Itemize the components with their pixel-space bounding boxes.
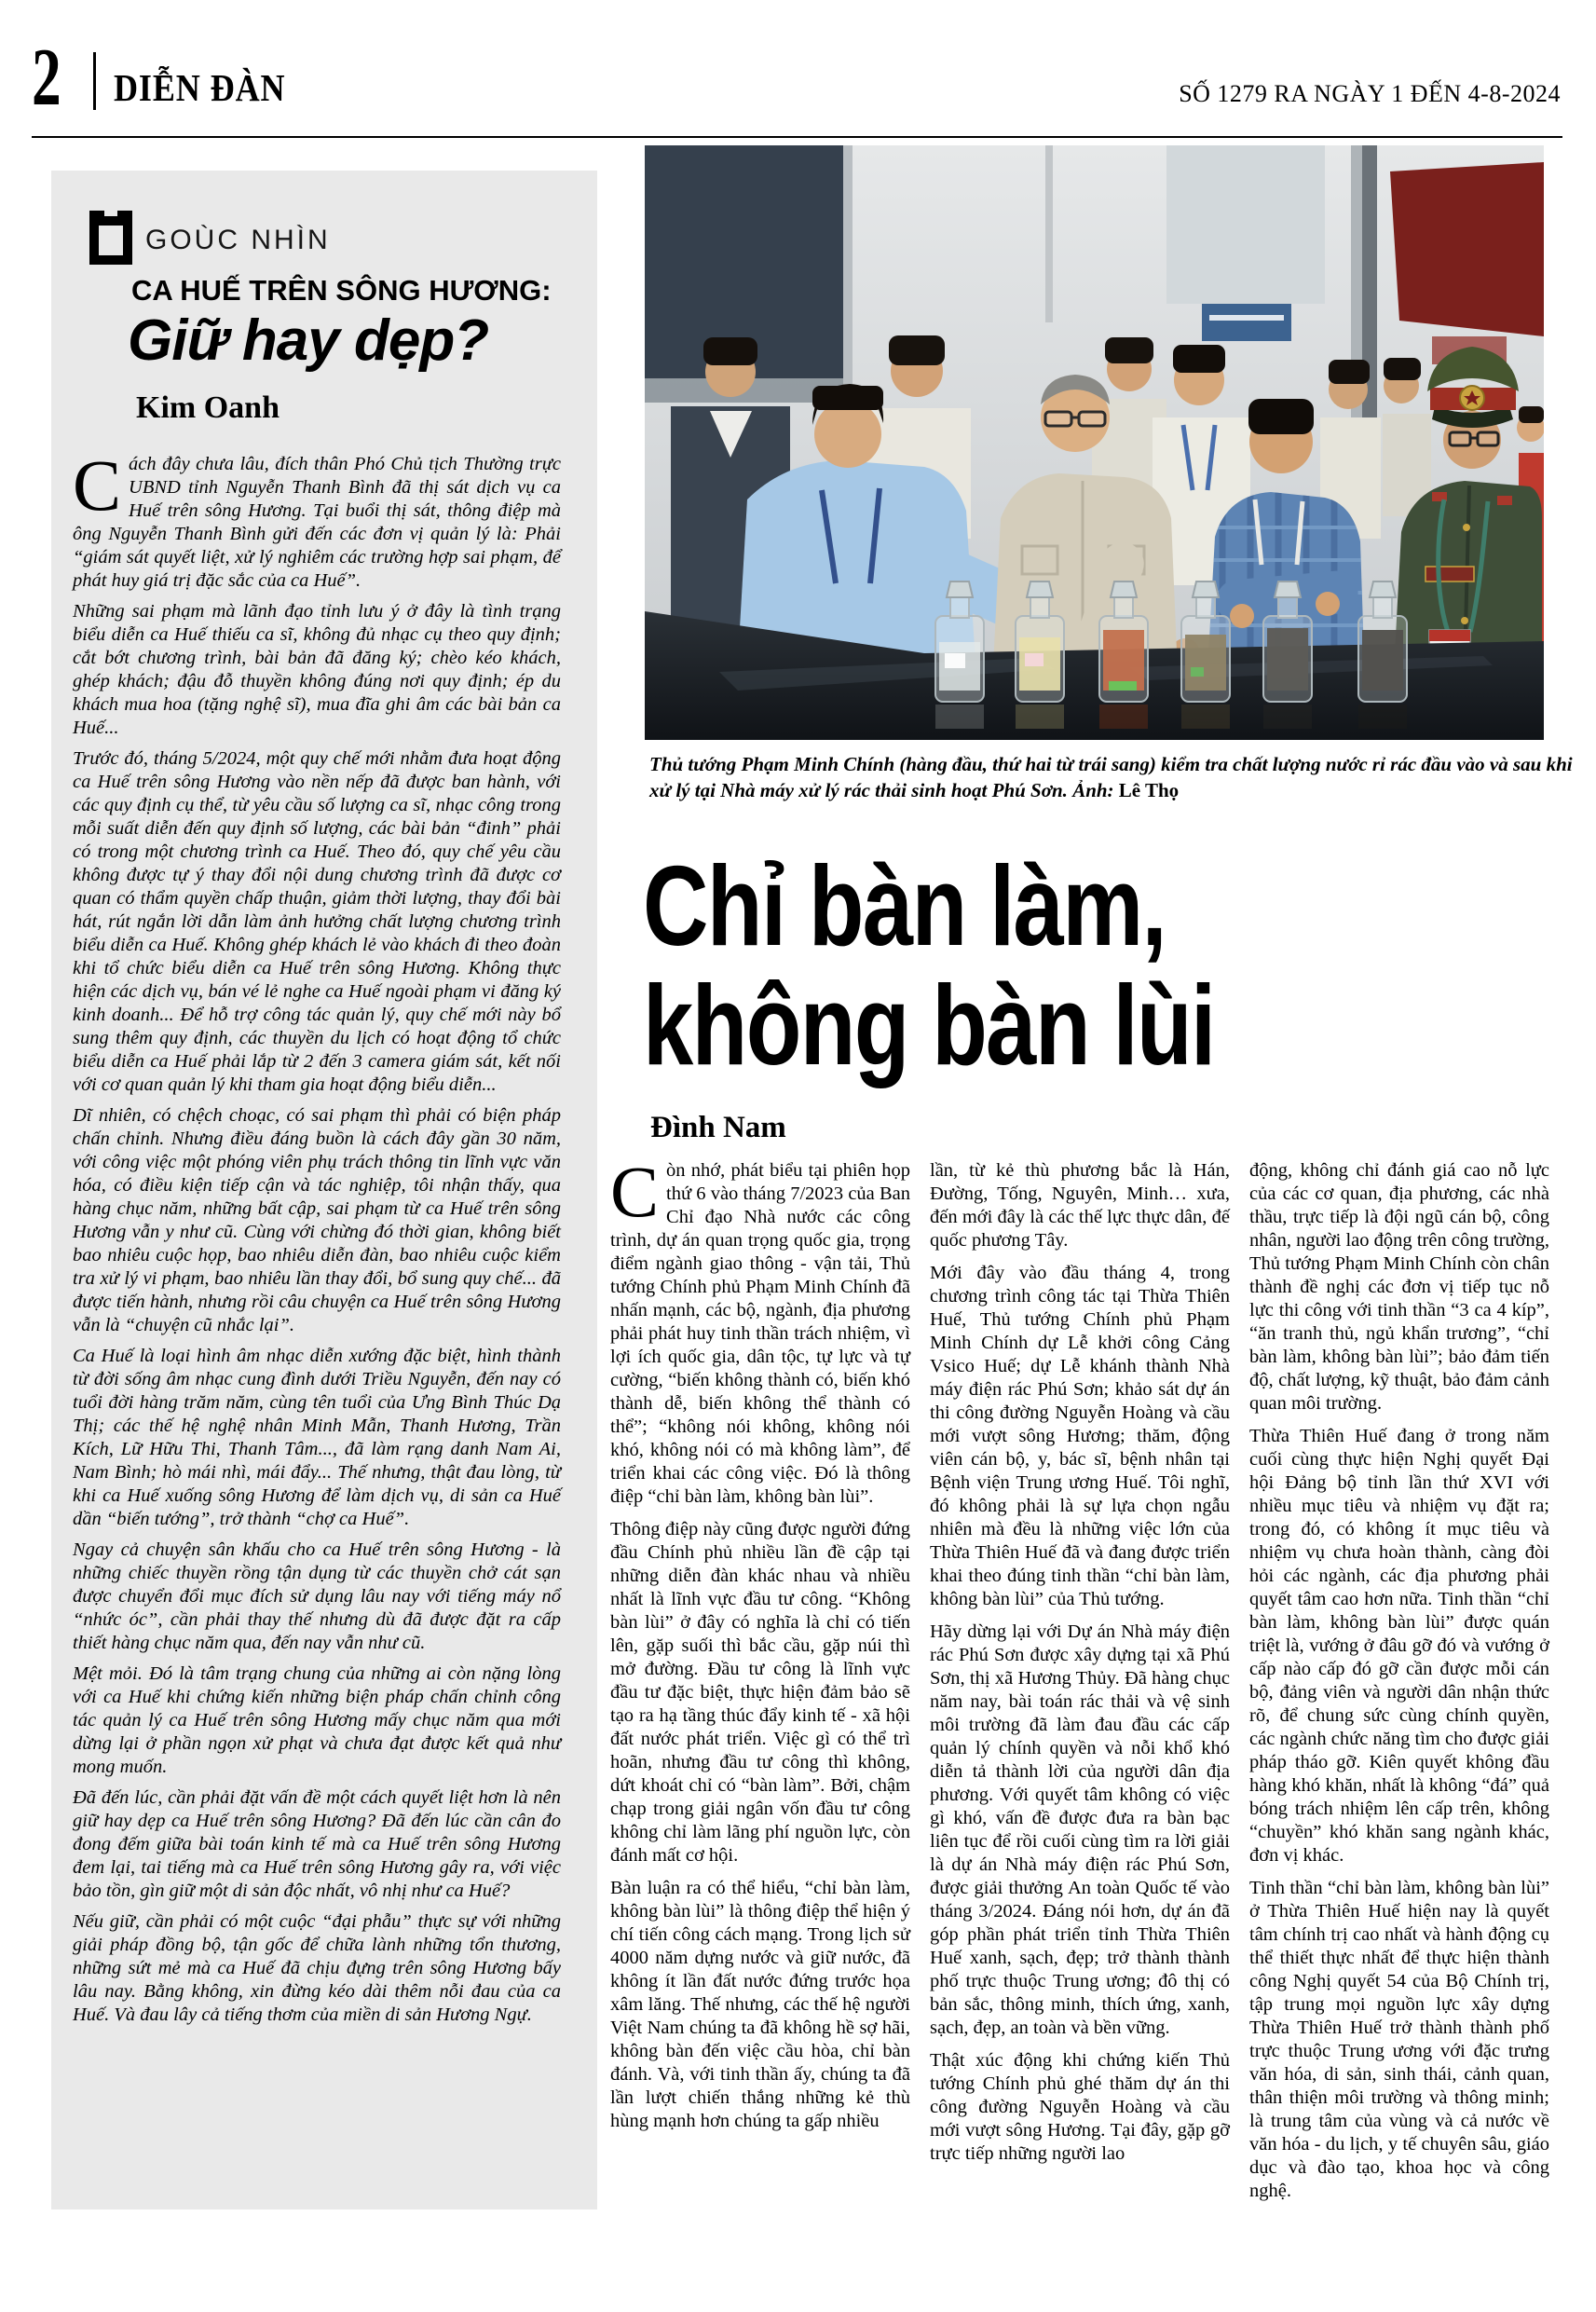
caption-credit-label: Ảnh: [1072,779,1119,801]
feature-column-3 [1249,1159,1549,2212]
paragraph: động, không chỉ đánh giá cao nỗ lực của các cơ quan, địa phương, các nhà thầu, trực tiếp là đội ngũ cán bộ, công nhân, người lao động trên công trường, Thủ tướng Phạm Minh Chính còn chân thành đề nghị các đơn vị tiếp tục nỗ lực thi công với tinh thần “3 ca 4 kíp”, “ăn tranh thủ, ngủ khẩn trương”, “chỉ bàn làm, không bàn lùi”; bảo đảm tiến độ, chất lượng, kỹ thuật, bảo đảm cảnh quan môi trường. [1249,1160,1549,1414]
header-rule [32,136,1562,138]
rubric-label: GOÙC NHÌN [145,225,331,255]
paragraph: Mệt mỏi. Đó là tâm trạng chung của những ai còn nặng lòng với ca Huế khi chứng kiến những biện pháp chấn chỉnh công tác quản lý ca Huế trên sông Hương mấy chục năm qua mới dừng lại ở phần ngọn xử phạt và chưa đạt được kết quả như mong muốn. [73,1663,561,1777]
headline-line-1: Chỉ bàn làm, [643,842,1166,969]
page-number: 2 [32,33,61,123]
paragraph: Thông điệp này cũng được người đứng đầu Chính phủ nhiều lần đề cập tại những diễn đàn khác nhau và nhiều nhất là lĩnh vực đầu tư công. “Không bàn lùi” ở đây có nghĩa là chỉ có tiến lên, gặp suối thì bắc cầu, gặp núi thì mở đường. Đầu tư công là lĩnh vực đầu tư đặc biệt, thực hiện đảm bảo sẽ tạo ra hạ tầng thúc đẩy kinh tế - xã hội đất nước phát triển. Việc gì có thể trì hoãn, nhưng đầu tư công thì không, dứt khoát chỉ có “bàn làm”. Bởi, chậm chạp trong giải ngân vốn đầu tư công không chỉ làm lãng phí nguồn lực, còn đánh mất cơ hội. [610,1519,910,1866]
caption-credit-name: Lê Thọ [1118,779,1180,801]
photo-caption [649,751,1581,803]
paragraph: Nếu giữ, cần phải có một cuộc “đại phẫu” thực sự với những giải pháp đồng bộ, tận gốc để chữa lành những tổn thương, những sứt mẻ mà ca Huế đã chịu đựng trên sông Hương bấy lâu nay. Bằng không, xin đừng kéo dài thêm nỗi đau của ca Huế. Và đau lây cả tiếng thơm của miền di sản Hương Ngự. [73,1911,561,2025]
feature-column-1 [610,1151,910,2142]
paragraph: Thật xúc động khi chứng kiến Thủ tướng Chính phủ ghé thăm dự án thi công đường Nguyễn Hoàng và cầu mới vượt sông Hương. Tại đây, gặp gỡ trực tiếp những người lao [930,2050,1230,2164]
caption-text: Thủ tướng Phạm Minh Chính (hàng đầu, thứ hai từ trái sang) kiểm tra chất lượng nước rỉ rác đầu vào và sau khi xử lý tại Nhà máy xử lý rác thải sinh hoạt Phú Sơn. [649,753,1573,801]
opinion-body [73,445,561,2034]
square-frame-icon [89,216,132,265]
feature-headline [643,842,1575,1088]
header-divider [93,52,96,110]
paragraph: Tinh thần “chỉ bàn làm, không bàn lùi” ở Thừa Thiên Huế hiện nay là quyết tâm chính trị cao nhất và hành động cụ thể thiết thực nhất để thực hiện thành công Nghị quyết 54 của Bộ Chính trị, tập trung mọi nguồn lực xây dựng Thừa Thiên Huế trở thành thành phố trực thuộc Trung ương với đặc trưng văn hóa, di sản, sinh thái, cảnh quan, thân thiện môi trường và thông minh; là trung tâm của vùng và cả nước về văn hóa - du lịch, y tế chuyên sâu, giáo dục và đào tạo, khoa học và công nghệ. [1249,1878,1549,2201]
feature-column-2 [930,1159,1230,2175]
paragraph: Những sai phạm mà lãnh đạo tỉnh lưu ý ở đây là tình trạng biểu diễn ca Huế thiếu ca sĩ, không đủ nhạc cụ theo quy định; cắt bớt chương trình, bài bản đã đăng ký; chèo kéo khách, ghép khách; đậu đỗ thuyền không đúng nơi quy định; ép du khách mua hoa (tặng nghệ sĩ), mua đĩa ghi âm các bài bản ca Huế... [73,601,561,738]
paragraph: Ngay cả chuyện sân khấu cho ca Huế trên sông Hương - là những chiếc thuyền rồng tận dụng từ các thuyền chở cát sạn được chuyển đổi mục đích sử dụng lâu nay với tiếng máy nổ “nhức óc”, cần phải thay thế nhưng dù đã được đặt ra cấp thiết hàng chục năm qua, đến nay vẫn như cũ. [73,1539,561,1653]
section-title: DIỄN ĐÀN [114,66,286,109]
rubric [89,216,331,265]
paragraph: Cách đây chưa lâu, đích thân Phó Chủ tịch Thường trực UBND tỉnh Nguyễn Thanh Bình đã thị sát dịch vụ ca Huế trên sông Hương. Tại buổi thị sát, thông điệp mà ông Nguyễn Thanh Bình gửi đến các đơn vị quản lý là: Phải “giám sát quyết liệt, xử lý nghiêm các trường hợp sai phạm, để phát huy giá trị đặc sắc của ca Huế”. [73,445,561,591]
opinion-author: Kim Oanh [136,390,280,425]
paragraph: Thừa Thiên Huế đang ở trong năm cuối cùng thực hiện Nghị quyết Đại hội Đảng bộ tỉnh lần thứ XVI với nhiều mục tiêu và nhiệm vụ đặt ra; trong đó, có không ít mục tiêu và nhiệm vụ chưa hoàn thành, càng đòi hỏi các ngành, các địa phương phải quyết tâm cao hơn nữa. Tinh thần “chỉ bàn làm, không bàn lùi” được quán triệt là, vướng ở đâu gỡ đó và vướng ở cấp nào cấp đó gỡ cần được mỗi cán bộ, đảng viên và người dân nhận thức rõ, để chung sức cùng chính quyền, các ngành chức năng tìm cho được giải pháp tháo gỡ. Kiên quyết không đầu hàng khó khăn, nhất là không “đá” quả bóng trách nhiệm lên cấp trên, không “chuyền” khó khăn sang ngành khác, đơn vị khác. [1249,1426,1549,1866]
opinion-kicker: CA HUẾ TRÊN SÔNG HƯƠNG: [131,274,552,307]
paragraph: Mới đây vào đầu tháng 4, trong chương trình công tác tại Thừa Thiên Huế, Thủ tướng Chính phủ Phạm Minh Chính dự Lễ khởi công Cảng Vsico Huế; dự Lễ khánh thành Nhà máy điện rác Phú Sơn; khảo sát dự án thi công đường Nguyễn Hoàng và cầu mới vượt sông Hương; thăm, động viên cán bộ, y, bác sĩ, bệnh nhân tại Bệnh viện Trung ương Huế. Tôi nghĩ, đó không phải là sự lựa chọn ngẫu nhiên mà đều là những việc lớn của Thừa Thiên Huế đã và đang được triển khai theo đúng tinh thần “chỉ bàn làm, không bàn lùi” của Thủ tướng. [930,1263,1230,1609]
paragraph: Bàn luận ra có thể hiểu, “chỉ bàn làm, không bàn lùi” là thông điệp thể hiện ý chí tiến công cách mạng. Trong lịch sử 4000 năm dựng nước và giữ nước, đã không ít lần đất nước đứng trước họa xâm lăng. Thế nhưng, các thế hệ người Việt Nam chúng ta đã không hề sợ hãi, không bàn đến việc cầu hòa, chỉ bàn đánh. Và, với tinh thần ấy, chúng ta đã lần lượt chiến thắng những kẻ thù hùng mạnh hơn chúng ta gấp nhiều [610,1878,910,2131]
paragraph: Hãy dừng lại với Dự án Nhà máy điện rác Phú Sơn được xây dựng tại xã Phú Sơn, thị xã Hương Thủy. Đã hàng chục năm nay, bài toán rác thải và vệ sinh môi trường đã làm đau đầu các cấp quản lý chính quyền và nỗi khổ khó diễn tả thành lời của người dân địa phương. Với quyết tâm không có việc gì khó, vấn đề được đưa ra bàn bạc liên tục để rồi cuối cùng tìm ra lời giải là dự án Nhà máy điện rác Phú Sơn, được giải thưởng An toàn Quốc tế vào tháng 3/2024. Đáng nói hơn, dự án đã góp phần phát triển tỉnh Thừa Thiên Huế xanh, sạch, đẹp; trở thành thành phố trực thuộc Trung ương; đô thị có bản sắc, thông minh, thích ứng, xanh, sạch, đẹp, an toàn và bền vững. [930,1621,1230,2038]
paragraph: Trước đó, tháng 5/2024, một quy chế mới nhằm đưa hoạt động ca Huế trên sông Hương vào nền nếp đã được ban hành, với các quy định cụ thể, từ yêu cầu số lượng ca sĩ, nhạc công trong mỗi suất diễn đến quy định số lượng, các bài bản “đinh” phải có trong một chương trình ca Huế. Theo đó, quy chế yêu cầu không được tự ý thay đổi nội dung chương trình đã được cơ quan có thẩm quyền chấp thuận, giảm thời lượng, thay đổi bài hát, rút ngắn lời dẫn làm ảnh hưởng chất lượng chương trình biểu diễn ca Huế. Không ghép khách lẻ vào khách đi theo đoàn khi tổ chức biểu diễn ca Huế trên sông Hương. Không thực hiện các dịch vụ, bán vé lẻ nghe ca Huế ngoài phạm vi đăng ký kinh doanh... Để hỗ trợ công tác quản lý, quy chế mới này bổ sung thêm quy định, các thuyền du lịch có hoạt động tổ chức biểu diễn ca Huế phải lắp từ 2 đến 3 camera giám sát, kết nối với cơ quan quản lý khi tham gia hoạt động biểu diễn... [73,748,561,1095]
issue-info: SỐ 1279 RA NGÀY 1 ĐẾN 4-8-2024 [1179,80,1561,107]
headline-line-2: không bàn lùi [643,962,1215,1088]
paragraph: Dĩ nhiên, có chệch choạc, có sai phạm thì phải có biện pháp chấn chỉnh. Nhưng điều đáng buồn là cách đây gần 30 năm, với công việc một phóng viên phụ trách thông tin lĩnh vực văn hóa, có điều kiện tiếp cận và tác nghiệp, tôi nhận thấy, qua hàng chục năm, những bất cập, sai phạm từ ca Huế trên sông Hương vẫn y như cũ. Cùng với chừng đó thời gian, không biết bao nhiêu cuộc họp, bao nhiêu diễn đàn, bao nhiêu cuộc kiểm tra xử lý vi phạm, bao nhiêu lần thay đổi, bổ sung quy chế... đã được tiến hành, nhưng rồi câu chuyện ca Huế trên sông Hương vẫn là “chuyện cũ nhắc lại”. [73,1105,561,1335]
paragraph: lần, từ kẻ thù phương bắc là Hán, Đường, Tống, Nguyên, Minh… xưa, đến mới đây là các thế lực thực dân, đế quốc phương Tây. [930,1160,1230,1251]
paragraph: Còn nhớ, phát biểu tại phiên họp thứ 6 vào tháng 7/2023 của Ban Chỉ đạo Nhà nước các công trình, dự án quan trọng quốc gia, trọng điểm ngành giao thông - vận tải, Thủ tướng Chính phủ Phạm Minh Chính đã nhấn mạnh, các bộ, ngành, địa phương phải phát huy tinh thần trách nhiệm, vì lợi ích quốc gia, dân tộc, tự lực và tự cường, “biến không thành có, biến khó thành dễ, biến không thể thành có thể”; “không nói không, không nói khó, không nói có mà không làm”, để triển khai các công việc. Đó là thông điệp “chỉ bàn làm, không bàn lùi”. [610,1151,910,1507]
paragraph: Đã đến lúc, cần phải đặt vấn đề một cách quyết liệt hơn là nên giữ hay dẹp ca Huế trên sông Hương? Đã đến lúc cần cân đo đong đếm giữa bài toán kinh tế mà ca Huế trên sông Hương đem lại, tai tiếng mà ca Huế trên sông Hương gây ra, với việc bảo tồn, gìn giữ một di sản độc nhất, vô nhị như ca Huế? [73,1787,561,1901]
feature-author: Đình Nam [650,1111,786,1144]
paragraph: Ca Huế là loại hình âm nhạc diễn xướng đặc biệt, hình thành từ đời sống âm nhạc cung đình dưới Triều Nguyễn, đến nay có tuổi đời hàng trăm năm, cùng tên tuổi của Ưng Bình Thúc Dạ Thị; các thế hệ nghệ nhân Minh Mẫn, Thanh Hương, Trần Kích, Lữ Hữu Thi, Thanh Tâm..., đã làm rạng danh Nam Ai, Nam Bình; hò mái nhì, mái đẩy... Thế nhưng, thật đau lòng, từ khi ca Huế xuống sông Hương để làm dịch vụ, di sản ca Huế dần “biến tướng”, trở thành “chợ ca Huế”. [73,1346,561,1529]
opinion-title: Giữ hay dẹp? [128,308,489,373]
lead-photo [645,145,1544,740]
photo-illustration [645,145,1544,740]
